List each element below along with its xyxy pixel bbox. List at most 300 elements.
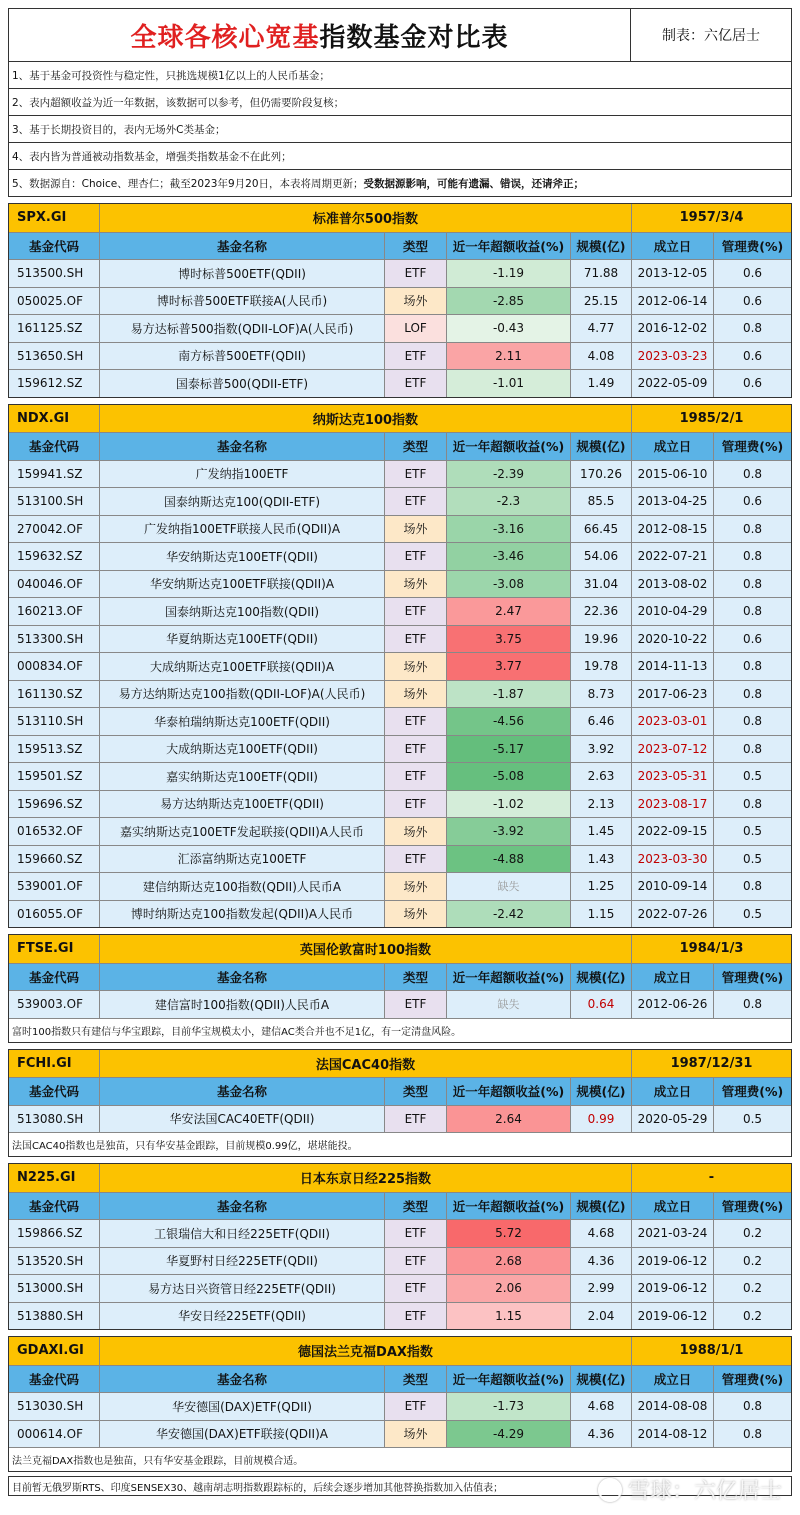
management-fee: 0.8 bbox=[713, 598, 791, 625]
header-name: 基金名称 bbox=[99, 1366, 384, 1393]
table-row bbox=[9, 515, 791, 543]
header-scale: 规模(亿) bbox=[570, 964, 631, 991]
management-fee: 0.5 bbox=[713, 901, 791, 928]
excess-return: -4.88 bbox=[446, 846, 570, 873]
fund-name: 大成纳斯达克100ETF(QDII) bbox=[99, 736, 384, 763]
column-header-row bbox=[9, 232, 791, 260]
management-fee: 0.2 bbox=[713, 1220, 791, 1247]
fund-scale: 170.26 bbox=[570, 461, 631, 488]
inception-date: 2023-03-23 bbox=[631, 343, 713, 370]
header-excess: 近一年超额收益(%) bbox=[446, 1193, 570, 1220]
fund-name: 广发纳指100ETF联接人民币(QDII)A bbox=[99, 516, 384, 543]
fund-type: ETF bbox=[384, 488, 446, 515]
column-header-row bbox=[9, 1192, 791, 1220]
inception-date: 2022-07-21 bbox=[631, 543, 713, 570]
fund-scale: 22.36 bbox=[570, 598, 631, 625]
index-base-date: 1984/1/3 bbox=[631, 935, 791, 963]
excess-return: -1.01 bbox=[446, 370, 570, 397]
fund-code: 513080.SH bbox=[9, 1106, 99, 1133]
header-type: 类型 bbox=[384, 964, 446, 991]
header-scale: 规模(亿) bbox=[570, 1193, 631, 1220]
column-header-row bbox=[9, 1365, 791, 1393]
table-row bbox=[9, 845, 791, 873]
fund-scale: 8.73 bbox=[570, 681, 631, 708]
note-2: 2、表内超额收益为近一年数据，该数据可以参考，但仍需要阶段复核； bbox=[8, 89, 792, 116]
index-band bbox=[9, 204, 791, 232]
table-row bbox=[9, 1274, 791, 1302]
index-band bbox=[9, 1050, 791, 1078]
table-row bbox=[9, 1392, 791, 1420]
note-4: 4、表内皆为普通被动指数基金，增强类指数基金不在此列； bbox=[8, 143, 792, 170]
fund-type: LOF bbox=[384, 315, 446, 342]
snowball-logo-icon bbox=[598, 1478, 622, 1502]
excess-return: 缺失 bbox=[446, 991, 570, 1018]
inception-date: 2022-07-26 bbox=[631, 901, 713, 928]
index-section bbox=[8, 203, 792, 398]
index-code: FTSE.GI bbox=[9, 935, 99, 963]
inception-date: 2021-03-24 bbox=[631, 1220, 713, 1247]
header-scale: 规模(亿) bbox=[570, 1078, 631, 1105]
management-fee: 0.8 bbox=[713, 461, 791, 488]
index-code: NDX.GI bbox=[9, 405, 99, 433]
index-name: 标准普尔500指数 bbox=[99, 204, 631, 232]
header-fee: 管理费(%) bbox=[713, 1366, 791, 1393]
management-fee: 0.8 bbox=[713, 991, 791, 1018]
note-5 bbox=[8, 170, 792, 197]
inception-date: 2022-09-15 bbox=[631, 818, 713, 845]
excess-return: -1.19 bbox=[446, 260, 570, 287]
header-type: 类型 bbox=[384, 1366, 446, 1393]
fund-scale: 3.92 bbox=[570, 736, 631, 763]
fund-code: 161125.SZ bbox=[9, 315, 99, 342]
inception-date: 2019-06-12 bbox=[631, 1248, 713, 1275]
excess-return: -1.73 bbox=[446, 1393, 570, 1420]
title-part2: 宽基 bbox=[265, 22, 320, 53]
header-name: 基金名称 bbox=[99, 433, 384, 460]
fund-name: 华安纳斯达克100ETF联接(QDII)A bbox=[99, 571, 384, 598]
fund-scale: 25.15 bbox=[570, 288, 631, 315]
excess-return: -3.46 bbox=[446, 543, 570, 570]
table-row bbox=[9, 625, 791, 653]
fund-type: ETF bbox=[384, 1303, 446, 1330]
inception-date: 2010-09-14 bbox=[631, 873, 713, 900]
header-excess: 近一年超额收益(%) bbox=[446, 1078, 570, 1105]
fund-type: ETF bbox=[384, 370, 446, 397]
fund-type: 场外 bbox=[384, 653, 446, 680]
note-5-bold: 受数据源影响，可能有遗漏、错误，还请斧正； bbox=[363, 177, 585, 190]
watermark bbox=[598, 1474, 782, 1505]
fund-code: 513880.SH bbox=[9, 1303, 99, 1330]
note-3: 3、基于长期投资目的，表内无场外C类基金； bbox=[8, 116, 792, 143]
header-date: 成立日 bbox=[631, 1078, 713, 1105]
inception-date: 2020-10-22 bbox=[631, 626, 713, 653]
fund-type: ETF bbox=[384, 1248, 446, 1275]
management-fee: 0.8 bbox=[713, 315, 791, 342]
column-header-row bbox=[9, 1077, 791, 1105]
index-band bbox=[9, 1337, 791, 1365]
fund-type: ETF bbox=[384, 991, 446, 1018]
header-fee: 管理费(%) bbox=[713, 233, 791, 260]
excess-return: -2.42 bbox=[446, 901, 570, 928]
management-fee: 0.5 bbox=[713, 818, 791, 845]
index-base-date: 1987/12/31 bbox=[631, 1050, 791, 1078]
bottom-note: 目前暂无俄罗斯RTS、印度SENSEX30、越南胡志明指数跟踪标的，后续会逐步增加其他替换指数加入估值表； bbox=[8, 1476, 792, 1496]
fund-code: 513000.SH bbox=[9, 1275, 99, 1302]
fund-name: 华夏野村日经225ETF(QDII) bbox=[99, 1248, 384, 1275]
index-name: 法国CAC40指数 bbox=[99, 1050, 631, 1078]
fund-type: 场外 bbox=[384, 1421, 446, 1448]
fund-scale: 4.36 bbox=[570, 1421, 631, 1448]
inception-date: 2017-06-23 bbox=[631, 681, 713, 708]
header-date: 成立日 bbox=[631, 1193, 713, 1220]
inception-date: 2013-04-25 bbox=[631, 488, 713, 515]
fund-scale: 1.25 bbox=[570, 873, 631, 900]
header-code: 基金代码 bbox=[9, 233, 99, 260]
index-band bbox=[9, 935, 791, 963]
table-row bbox=[9, 597, 791, 625]
inception-date: 2023-07-12 bbox=[631, 736, 713, 763]
header-fee: 管理费(%) bbox=[713, 433, 791, 460]
header-type: 类型 bbox=[384, 1193, 446, 1220]
index-code: N225.GI bbox=[9, 1164, 99, 1192]
fund-type: ETF bbox=[384, 461, 446, 488]
fund-scale: 71.88 bbox=[570, 260, 631, 287]
index-base-date: - bbox=[631, 1164, 791, 1192]
management-fee: 0.8 bbox=[713, 571, 791, 598]
header-date: 成立日 bbox=[631, 433, 713, 460]
header-name: 基金名称 bbox=[99, 233, 384, 260]
index-section bbox=[8, 1336, 792, 1472]
fund-name: 大成纳斯达克100ETF联接(QDII)A bbox=[99, 653, 384, 680]
table-row bbox=[9, 542, 791, 570]
excess-return: -4.29 bbox=[446, 1421, 570, 1448]
fund-name: 广发纳指100ETF bbox=[99, 461, 384, 488]
fund-type: 场外 bbox=[384, 681, 446, 708]
inception-date: 2023-08-17 bbox=[631, 791, 713, 818]
table-row bbox=[9, 762, 791, 790]
fund-code: 159941.SZ bbox=[9, 461, 99, 488]
header-type: 类型 bbox=[384, 1078, 446, 1105]
watermark-text: 雪球：六亿居士 bbox=[627, 1479, 782, 1504]
excess-return: -5.17 bbox=[446, 736, 570, 763]
fund-code: 050025.OF bbox=[9, 288, 99, 315]
fund-type: ETF bbox=[384, 1220, 446, 1247]
header-date: 成立日 bbox=[631, 233, 713, 260]
fund-name: 易方达纳斯达克100指数(QDII-LOF)A(人民币) bbox=[99, 681, 384, 708]
fund-type: ETF bbox=[384, 763, 446, 790]
header-excess: 近一年超额收益(%) bbox=[446, 433, 570, 460]
fund-scale: 2.04 bbox=[570, 1303, 631, 1330]
management-fee: 0.6 bbox=[713, 488, 791, 515]
fund-scale: 4.36 bbox=[570, 1248, 631, 1275]
note-5-text: 5、数据源自：Choice、理杏仁；截至2023年9月20日，本表将周期更新； bbox=[12, 177, 364, 190]
fund-code: 513100.SH bbox=[9, 488, 99, 515]
excess-return: -0.43 bbox=[446, 315, 570, 342]
title-part3: 指数基金对比表 bbox=[319, 22, 509, 53]
table-row bbox=[9, 790, 791, 818]
fund-scale: 4.68 bbox=[570, 1393, 631, 1420]
inception-date: 2014-11-13 bbox=[631, 653, 713, 680]
header-name: 基金名称 bbox=[99, 1078, 384, 1105]
fund-scale: 66.45 bbox=[570, 516, 631, 543]
excess-return: 2.64 bbox=[446, 1106, 570, 1133]
index-section bbox=[8, 934, 792, 1043]
fund-name: 建信富时100指数(QDII)人民币A bbox=[99, 991, 384, 1018]
excess-return: -2.85 bbox=[446, 288, 570, 315]
fund-code: 040046.OF bbox=[9, 571, 99, 598]
fund-code: 000614.OF bbox=[9, 1421, 99, 1448]
inception-date: 2014-08-12 bbox=[631, 1421, 713, 1448]
inception-date: 2013-12-05 bbox=[631, 260, 713, 287]
title-part1: 全球各核心 bbox=[130, 22, 266, 53]
fund-type: 场外 bbox=[384, 288, 446, 315]
management-fee: 0.5 bbox=[713, 846, 791, 873]
header-fee: 管理费(%) bbox=[713, 1193, 791, 1220]
table-row bbox=[9, 460, 791, 488]
excess-return: -2.3 bbox=[446, 488, 570, 515]
fund-name: 汇添富纳斯达克100ETF bbox=[99, 846, 384, 873]
inception-date: 2023-05-31 bbox=[631, 763, 713, 790]
table-row bbox=[9, 990, 791, 1018]
fund-scale: 1.15 bbox=[570, 901, 631, 928]
fund-type: 场外 bbox=[384, 901, 446, 928]
table-row bbox=[9, 817, 791, 845]
fund-scale: 2.99 bbox=[570, 1275, 631, 1302]
fund-type: 场外 bbox=[384, 873, 446, 900]
inception-date: 2019-06-12 bbox=[631, 1275, 713, 1302]
fund-scale: 2.63 bbox=[570, 763, 631, 790]
fund-name: 嘉实纳斯达克100ETF发起联接(QDII)A人民币 bbox=[99, 818, 384, 845]
excess-return: 2.11 bbox=[446, 343, 570, 370]
fund-scale: 19.78 bbox=[570, 653, 631, 680]
fund-type: ETF bbox=[384, 260, 446, 287]
excess-return: 3.75 bbox=[446, 626, 570, 653]
fund-name: 华安德国(DAX)ETF联接(QDII)A bbox=[99, 1421, 384, 1448]
index-name: 纳斯达克100指数 bbox=[99, 405, 631, 433]
header-name: 基金名称 bbox=[99, 1193, 384, 1220]
index-name: 德国法兰克福DAX指数 bbox=[99, 1337, 631, 1365]
table-row bbox=[9, 487, 791, 515]
fund-scale: 2.13 bbox=[570, 791, 631, 818]
excess-return: 2.06 bbox=[446, 1275, 570, 1302]
table-row bbox=[9, 287, 791, 315]
header-fee: 管理费(%) bbox=[713, 1078, 791, 1105]
excess-return: -3.92 bbox=[446, 818, 570, 845]
page-title bbox=[9, 9, 631, 61]
table-row bbox=[9, 1247, 791, 1275]
header-scale: 规模(亿) bbox=[570, 1366, 631, 1393]
header-type: 类型 bbox=[384, 433, 446, 460]
index-base-date: 1988/1/1 bbox=[631, 1337, 791, 1365]
management-fee: 0.8 bbox=[713, 736, 791, 763]
fund-type: ETF bbox=[384, 543, 446, 570]
fund-type: ETF bbox=[384, 626, 446, 653]
table-row bbox=[9, 1219, 791, 1247]
table-row bbox=[9, 314, 791, 342]
comparison-table bbox=[8, 8, 792, 1496]
fund-code: 159612.SZ bbox=[9, 370, 99, 397]
management-fee: 0.6 bbox=[713, 626, 791, 653]
fund-name: 华安法国CAC40ETF(QDII) bbox=[99, 1106, 384, 1133]
fund-scale: 1.43 bbox=[570, 846, 631, 873]
header-scale: 规模(亿) bbox=[570, 433, 631, 460]
fund-code: 513650.SH bbox=[9, 343, 99, 370]
table-row bbox=[9, 900, 791, 928]
fund-name: 建信纳斯达克100指数(QDII)人民币A bbox=[99, 873, 384, 900]
management-fee: 0.8 bbox=[713, 708, 791, 735]
fund-name: 博时纳斯达克100指数发起(QDII)A人民币 bbox=[99, 901, 384, 928]
excess-return: -5.08 bbox=[446, 763, 570, 790]
management-fee: 0.8 bbox=[713, 1421, 791, 1448]
maker-label: 制表：六亿居士 bbox=[662, 28, 760, 44]
inception-date: 2019-06-12 bbox=[631, 1303, 713, 1330]
excess-return: -2.39 bbox=[446, 461, 570, 488]
fund-name: 易方达日兴资管日经225ETF(QDII) bbox=[99, 1275, 384, 1302]
header-excess: 近一年超额收益(%) bbox=[446, 1366, 570, 1393]
fund-code: 159501.SZ bbox=[9, 763, 99, 790]
fund-scale: 54.06 bbox=[570, 543, 631, 570]
inception-date: 2016-12-02 bbox=[631, 315, 713, 342]
management-fee: 0.6 bbox=[713, 370, 791, 397]
management-fee: 0.8 bbox=[713, 681, 791, 708]
header-fee: 管理费(%) bbox=[713, 964, 791, 991]
management-fee: 0.6 bbox=[713, 343, 791, 370]
table-row bbox=[9, 1302, 791, 1330]
fund-code: 016055.OF bbox=[9, 901, 99, 928]
fund-code: 159696.SZ bbox=[9, 791, 99, 818]
fund-code: 539003.OF bbox=[9, 991, 99, 1018]
table-row bbox=[9, 680, 791, 708]
inception-date: 2020-05-29 bbox=[631, 1106, 713, 1133]
fund-name: 工银瑞信大和日经225ETF(QDII) bbox=[99, 1220, 384, 1247]
fund-name: 易方达纳斯达克100ETF(QDII) bbox=[99, 791, 384, 818]
table-row bbox=[9, 259, 791, 287]
fund-code: 513030.SH bbox=[9, 1393, 99, 1420]
fund-code: 016532.OF bbox=[9, 818, 99, 845]
section-footnote: 富时100指数只有建信与华宝跟踪，目前华宝规模太小，建信AC类合并也不足1亿，有一定清盘风险。 bbox=[9, 1018, 791, 1042]
header-excess: 近一年超额收益(%) bbox=[446, 233, 570, 260]
header-code: 基金代码 bbox=[9, 1193, 99, 1220]
fund-name: 嘉实纳斯达克100ETF(QDII) bbox=[99, 763, 384, 790]
header-scale: 规模(亿) bbox=[570, 233, 631, 260]
fund-type: ETF bbox=[384, 1106, 446, 1133]
index-band bbox=[9, 1164, 791, 1192]
management-fee: 0.8 bbox=[713, 516, 791, 543]
header-excess: 近一年超额收益(%) bbox=[446, 964, 570, 991]
excess-return: -4.56 bbox=[446, 708, 570, 735]
table-row bbox=[9, 707, 791, 735]
index-section bbox=[8, 1049, 792, 1158]
inception-date: 2012-08-15 bbox=[631, 516, 713, 543]
fund-name: 博时标普500ETF(QDII) bbox=[99, 260, 384, 287]
fund-code: 000834.OF bbox=[9, 653, 99, 680]
fund-scale: 4.77 bbox=[570, 315, 631, 342]
inception-date: 2023-03-01 bbox=[631, 708, 713, 735]
excess-return: 5.72 bbox=[446, 1220, 570, 1247]
column-header-row bbox=[9, 432, 791, 460]
table-row bbox=[9, 872, 791, 900]
excess-return: -1.87 bbox=[446, 681, 570, 708]
table-row bbox=[9, 570, 791, 598]
table-row bbox=[9, 1420, 791, 1448]
fund-type: ETF bbox=[384, 1275, 446, 1302]
fund-name: 易方达标普500指数(QDII-LOF)A(人民币) bbox=[99, 315, 384, 342]
inception-date: 2022-05-09 bbox=[631, 370, 713, 397]
fund-name: 南方标普500ETF(QDII) bbox=[99, 343, 384, 370]
fund-type: ETF bbox=[384, 708, 446, 735]
inception-date: 2012-06-26 bbox=[631, 991, 713, 1018]
table-row bbox=[9, 369, 791, 397]
fund-name: 国泰纳斯达克100指数(QDII) bbox=[99, 598, 384, 625]
fund-name: 博时标普500ETF联接A(人民币) bbox=[99, 288, 384, 315]
fund-code: 270042.OF bbox=[9, 516, 99, 543]
header-code: 基金代码 bbox=[9, 433, 99, 460]
fund-type: ETF bbox=[384, 598, 446, 625]
index-code: FCHI.GI bbox=[9, 1050, 99, 1078]
fund-type: 场外 bbox=[384, 571, 446, 598]
management-fee: 0.6 bbox=[713, 260, 791, 287]
inception-date: 2013-08-02 bbox=[631, 571, 713, 598]
fund-scale: 1.45 bbox=[570, 818, 631, 845]
fund-type: ETF bbox=[384, 791, 446, 818]
fund-code: 513520.SH bbox=[9, 1248, 99, 1275]
fund-name: 华安德国(DAX)ETF(QDII) bbox=[99, 1393, 384, 1420]
index-name: 英国伦敦富时100指数 bbox=[99, 935, 631, 963]
fund-name: 华夏纳斯达克100ETF(QDII) bbox=[99, 626, 384, 653]
inception-date: 2012-06-14 bbox=[631, 288, 713, 315]
fund-code: 513300.SH bbox=[9, 626, 99, 653]
header-date: 成立日 bbox=[631, 1366, 713, 1393]
fund-name: 华泰柏瑞纳斯达克100ETF(QDII) bbox=[99, 708, 384, 735]
fund-type: 场外 bbox=[384, 818, 446, 845]
header-code: 基金代码 bbox=[9, 1078, 99, 1105]
management-fee: 0.2 bbox=[713, 1248, 791, 1275]
fund-code: 159660.SZ bbox=[9, 846, 99, 873]
excess-return: -1.02 bbox=[446, 791, 570, 818]
index-code: SPX.GI bbox=[9, 204, 99, 232]
fund-name: 华安纳斯达克100ETF(QDII) bbox=[99, 543, 384, 570]
section-footnote: 法国CAC40指数也是独苗，只有华安基金跟踪，目前规模0.99亿，堪堪能投。 bbox=[9, 1132, 791, 1156]
fund-code: 513500.SH bbox=[9, 260, 99, 287]
fund-scale: 1.49 bbox=[570, 370, 631, 397]
inception-date: 2010-04-29 bbox=[631, 598, 713, 625]
fund-scale: 4.08 bbox=[570, 343, 631, 370]
excess-return: 缺失 bbox=[446, 873, 570, 900]
fund-code: 539001.OF bbox=[9, 873, 99, 900]
excess-return: 3.77 bbox=[446, 653, 570, 680]
inception-date: 2023-03-30 bbox=[631, 846, 713, 873]
title-bar bbox=[8, 8, 792, 62]
excess-return: 2.47 bbox=[446, 598, 570, 625]
fund-scale: 19.96 bbox=[570, 626, 631, 653]
index-name: 日本东京日经225指数 bbox=[99, 1164, 631, 1192]
management-fee: 0.8 bbox=[713, 653, 791, 680]
section-footnote: 法兰克福DAX指数也是独苗，只有华安基金跟踪，目前规模合适。 bbox=[9, 1447, 791, 1471]
fund-scale: 0.64 bbox=[570, 991, 631, 1018]
excess-return: 2.68 bbox=[446, 1248, 570, 1275]
fund-name: 国泰纳斯达克100(QDII-ETF) bbox=[99, 488, 384, 515]
header-name: 基金名称 bbox=[99, 964, 384, 991]
fund-type: 场外 bbox=[384, 516, 446, 543]
header-type: 类型 bbox=[384, 233, 446, 260]
fund-type: ETF bbox=[384, 343, 446, 370]
excess-return: 1.15 bbox=[446, 1303, 570, 1330]
excess-return: -3.16 bbox=[446, 516, 570, 543]
fund-scale: 31.04 bbox=[570, 571, 631, 598]
fund-scale: 0.99 bbox=[570, 1106, 631, 1133]
fund-type: ETF bbox=[384, 846, 446, 873]
management-fee: 0.5 bbox=[713, 1106, 791, 1133]
